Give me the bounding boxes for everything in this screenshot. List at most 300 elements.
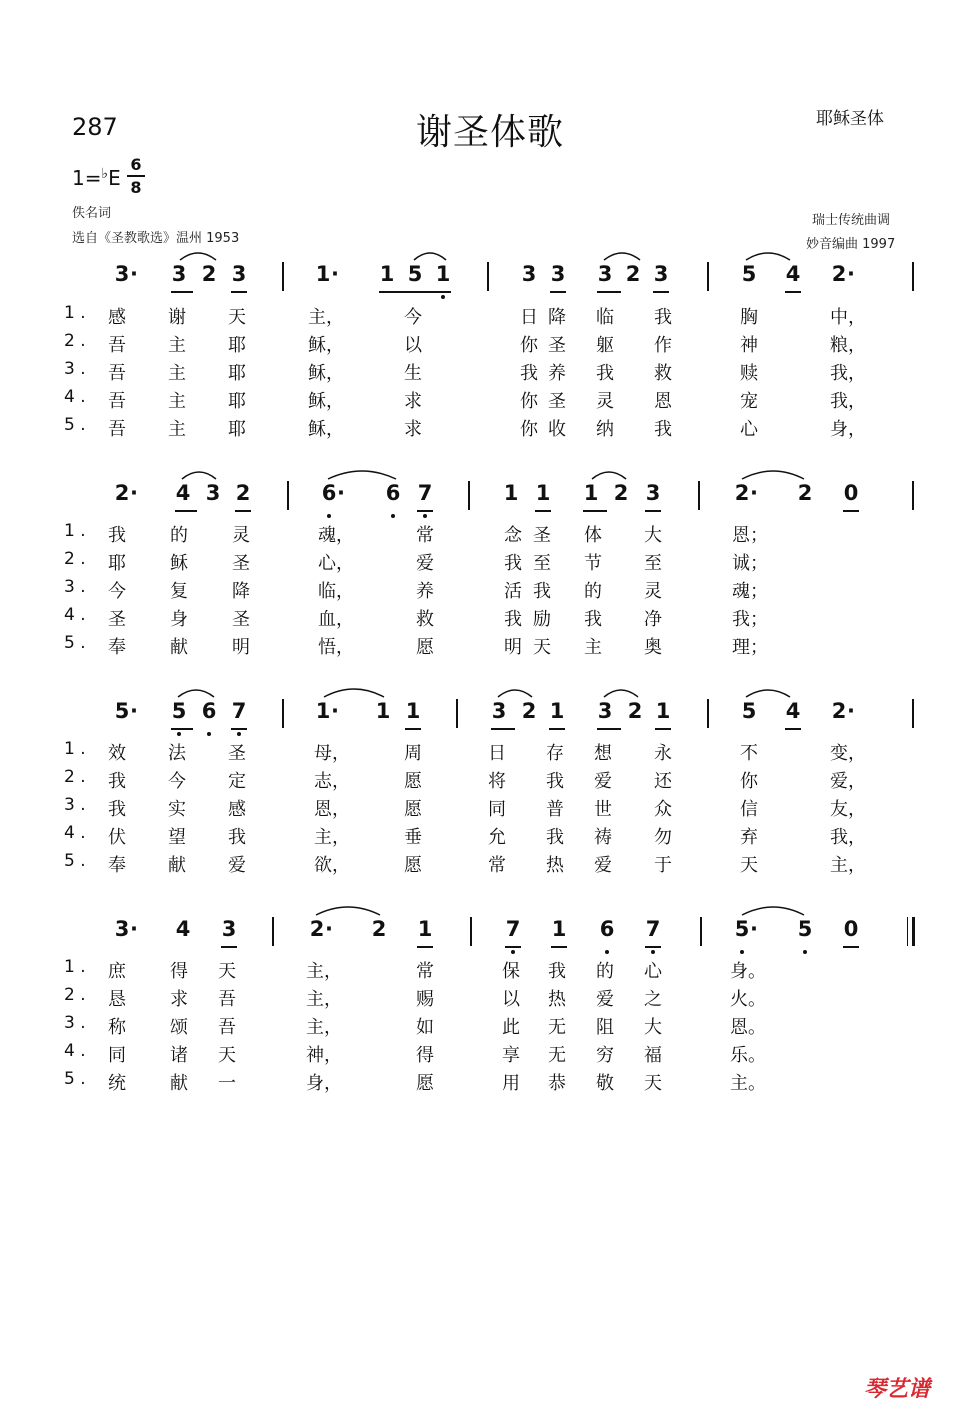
- slur: [744, 685, 792, 699]
- slur: [740, 467, 806, 481]
- lyric-syllable: 穷: [596, 1045, 614, 1066]
- note: 1: [376, 262, 398, 286]
- note: 5: [741, 699, 757, 723]
- verse-number: 2 .: [64, 767, 86, 787]
- note: 4: [782, 699, 804, 723]
- lyric-syllable: 普: [546, 799, 564, 820]
- lyric-syllable: 天: [740, 855, 758, 876]
- lyric-syllable: 勿: [654, 827, 672, 848]
- lyric-syllable: 圣: [228, 743, 246, 764]
- lyric-syllable: 魂，: [318, 525, 354, 546]
- lyric-syllable: 存: [546, 743, 564, 764]
- slur: [176, 685, 216, 699]
- lyric-syllable: 吾: [108, 391, 126, 412]
- music-system-2: [0, 481, 980, 691]
- lyric-syllable: 庶: [108, 961, 126, 982]
- note: 5: [114, 699, 130, 723]
- note: 5: [741, 262, 757, 286]
- beam: [171, 291, 193, 293]
- note: 6: [318, 481, 340, 505]
- lyric-syllable: 降: [232, 581, 250, 602]
- lyric-syllable: 用: [502, 1073, 520, 1094]
- lyric-syllable: 临: [596, 307, 614, 328]
- lyric-syllable: 主: [168, 419, 186, 440]
- verse-number: 3 .: [64, 795, 86, 815]
- lyric-syllable: 主，: [306, 989, 342, 1010]
- lyric-syllable: 主，: [306, 1017, 342, 1038]
- verse-number: 1 .: [64, 739, 86, 759]
- note: 4: [782, 262, 804, 286]
- beam: [491, 728, 515, 730]
- lyric-syllable: 欲，: [314, 855, 350, 876]
- lyric-syllable: 今: [108, 581, 126, 602]
- note: 6: [382, 481, 404, 505]
- lyric-syllable: 主，: [308, 307, 344, 328]
- lyric-syllable: 稣: [170, 553, 188, 574]
- lyric-syllable: 主，: [306, 961, 342, 982]
- barline: [287, 481, 289, 510]
- lyric-syllable: 恩，: [314, 799, 350, 820]
- lyric-syllable: 吾: [218, 1017, 236, 1038]
- lyric-syllable: 主，: [830, 855, 866, 876]
- lyric-syllable: 奉: [108, 855, 126, 876]
- note: 2: [201, 262, 217, 286]
- lyric-syllable: 乐。: [730, 1045, 766, 1066]
- lyric-syllable: 谢: [168, 307, 186, 328]
- lyric-syllable: 耶: [228, 419, 246, 440]
- verse-number: 4 .: [64, 387, 86, 407]
- augmentation-dot: ·: [331, 699, 339, 723]
- lyric-syllable: 我: [596, 363, 614, 384]
- augmentation-dot: ·: [750, 917, 758, 941]
- lyric-syllable: 我: [546, 771, 564, 792]
- barline: [470, 917, 472, 946]
- verse-number: 3 .: [64, 577, 86, 597]
- lyric-syllable: 恭: [548, 1073, 566, 1094]
- verse-number: 3 .: [64, 1013, 86, 1033]
- lyric-syllable: 以: [404, 335, 422, 356]
- lyric-syllable: 圣: [548, 335, 566, 356]
- lyric-syllable: 效: [108, 743, 126, 764]
- lyric-syllable: 恩；: [732, 525, 768, 546]
- verse-number: 5 .: [64, 633, 86, 653]
- lyric-syllable: 天: [644, 1073, 662, 1094]
- verse-number: 4 .: [64, 605, 86, 625]
- note: 3: [491, 699, 507, 723]
- lyric-syllable: 愿: [404, 799, 422, 820]
- lyric-syllable: 永: [654, 743, 672, 764]
- barline: [707, 262, 709, 291]
- note: 3: [114, 262, 130, 286]
- lyric-syllable: 作: [654, 335, 672, 356]
- lyric-syllable: 天: [228, 307, 246, 328]
- lyric-syllable: 周: [404, 743, 422, 764]
- note: 1: [546, 699, 568, 723]
- barline: [700, 917, 702, 946]
- lyric-syllable: 赎: [740, 363, 758, 384]
- lyric-syllable: 神: [740, 335, 758, 356]
- lyric-syllable: 称: [108, 1017, 126, 1038]
- note: 7: [642, 917, 664, 941]
- verse-number: 1 .: [64, 521, 86, 541]
- slur: [322, 685, 386, 699]
- verse-number: 2 .: [64, 331, 86, 351]
- music-system-4: [0, 917, 980, 1127]
- lyric-syllable: 求: [170, 989, 188, 1010]
- lyric-syllable: 复: [170, 581, 188, 602]
- lyric-syllable: 今: [168, 771, 186, 792]
- note: 2: [831, 699, 847, 723]
- note: 2: [371, 917, 387, 941]
- lyric-syllable: 至: [644, 553, 662, 574]
- lyric-syllable: 天: [533, 637, 551, 658]
- lyric-syllable: 降: [548, 307, 566, 328]
- lyric-syllable: 我；: [732, 609, 768, 630]
- lyric-syllable: 热: [548, 989, 566, 1010]
- lyric-syllable: 中，: [830, 307, 866, 328]
- note: 1: [652, 699, 674, 723]
- lyric-syllable: 圣: [548, 391, 566, 412]
- barline: [456, 699, 458, 728]
- lyric-syllable: 我: [548, 961, 566, 982]
- key-note: E: [108, 166, 121, 190]
- note: 2: [232, 481, 254, 505]
- lyric-syllable: 活: [504, 581, 522, 602]
- lyric-syllable: 灵: [232, 525, 250, 546]
- lyric-syllable: 吾: [108, 363, 126, 384]
- lyric-syllable: 灵: [644, 581, 662, 602]
- lyric-syllable: 还: [654, 771, 672, 792]
- note: 3: [597, 262, 613, 286]
- barline: [707, 699, 709, 728]
- lyric-syllable: 节: [584, 553, 602, 574]
- note: 5: [794, 917, 816, 941]
- lyric-syllable: 体: [584, 525, 602, 546]
- note: 1: [402, 699, 424, 723]
- lyric-syllable: 你: [520, 335, 538, 356]
- note: 2: [114, 481, 130, 505]
- time-divider: [127, 175, 145, 177]
- lyric-syllable: 魂；: [732, 581, 768, 602]
- note: 0: [840, 481, 862, 505]
- lyric-syllable: 想: [594, 743, 612, 764]
- lyric-syllable: 吾: [108, 335, 126, 356]
- lyric-syllable: 的: [170, 525, 188, 546]
- lyric-syllable: 身，: [830, 419, 866, 440]
- lyric-syllable: 恩。: [730, 1017, 766, 1038]
- lyric-syllable: 恳: [108, 989, 126, 1010]
- slur: [180, 467, 218, 481]
- lyric-syllable: 我: [108, 799, 126, 820]
- lyric-syllable: 无: [548, 1045, 566, 1066]
- lyric-syllable: 念: [504, 525, 522, 546]
- lyric-syllable: 灵: [596, 391, 614, 412]
- lyric-syllable: 我，: [830, 391, 866, 412]
- lyric-syllable: 我: [584, 609, 602, 630]
- note: 4: [175, 481, 191, 505]
- lyric-syllable: 奥: [644, 637, 662, 658]
- lyric-syllable: 耶: [228, 391, 246, 412]
- lyric-syllable: 我: [546, 827, 564, 848]
- slur: [744, 248, 792, 262]
- augmentation-dot: ·: [847, 262, 855, 286]
- lyric-syllable: 得: [416, 1045, 434, 1066]
- lyricist-credit: 佚名词: [72, 206, 112, 221]
- lyric-syllable: 你: [520, 391, 538, 412]
- lyric-syllable: 将: [488, 771, 506, 792]
- key-signature: [72, 166, 121, 190]
- lyric-syllable: 统: [108, 1073, 126, 1094]
- lyric-syllable: 祷: [594, 827, 612, 848]
- time-top: 6: [130, 155, 142, 174]
- note: 3: [228, 262, 250, 286]
- flat-sign: ♭: [101, 166, 109, 182]
- lyric-syllable: 稣，: [308, 391, 344, 412]
- lyric-syllable: 圣: [108, 609, 126, 630]
- verse-number: 3 .: [64, 359, 86, 379]
- verse-number: 1 .: [64, 303, 86, 323]
- slur: [326, 467, 398, 481]
- lyric-syllable: 爱，: [830, 771, 866, 792]
- lyric-syllable: 得: [170, 961, 188, 982]
- lyric-syllable: 阻: [596, 1017, 614, 1038]
- lyric-syllable: 愿: [416, 637, 434, 658]
- augmentation-dot: ·: [847, 699, 855, 723]
- lyric-syllable: 求: [404, 391, 422, 412]
- lyric-syllable: 奉: [108, 637, 126, 658]
- final-barline-thin: [907, 917, 908, 946]
- lyric-syllable: 于: [654, 855, 672, 876]
- lyric-syllable: 净: [644, 609, 662, 630]
- note: 3: [171, 262, 187, 286]
- note: 3: [205, 481, 221, 505]
- lyric-syllable: 我: [504, 609, 522, 630]
- lyric-syllable: 热: [546, 855, 564, 876]
- barline: [468, 481, 470, 510]
- lyric-syllable: 友，: [830, 799, 866, 820]
- note: 7: [228, 699, 250, 723]
- augmentation-dot: ·: [750, 481, 758, 505]
- lyric-syllable: 爱: [594, 855, 612, 876]
- lyric-syllable: 感: [228, 799, 246, 820]
- lyric-syllable: 垂: [404, 827, 422, 848]
- lyric-syllable: 世: [594, 799, 612, 820]
- lyric-syllable: 愿: [404, 855, 422, 876]
- time-bottom: 8: [130, 178, 142, 197]
- lyric-syllable: 主: [168, 363, 186, 384]
- barline: [272, 917, 274, 946]
- lyric-syllable: 无: [548, 1017, 566, 1038]
- lyric-syllable: 恩: [654, 391, 672, 412]
- slur: [178, 248, 218, 262]
- lyric-syllable: 我: [654, 419, 672, 440]
- note: 5: [404, 262, 426, 286]
- composer-credit: 瑞士传统曲调: [812, 213, 891, 228]
- verse-number: 4 .: [64, 823, 86, 843]
- lyric-syllable: 一: [218, 1073, 236, 1094]
- lyric-syllable: 血，: [318, 609, 354, 630]
- lyric-syllable: 吾: [218, 989, 236, 1010]
- lyric-syllable: 的: [584, 581, 602, 602]
- lyric-syllable: 不: [740, 743, 758, 764]
- lyric-syllable: 心: [740, 419, 758, 440]
- lyric-syllable: 我: [108, 525, 126, 546]
- augmentation-dot: ·: [130, 917, 138, 941]
- lyric-syllable: 今: [404, 307, 422, 328]
- lyric-syllable: 主，: [314, 827, 350, 848]
- lyric-syllable: 福: [644, 1045, 662, 1066]
- lyric-syllable: 同: [108, 1045, 126, 1066]
- lyric-syllable: 耶: [228, 335, 246, 356]
- beam: [171, 728, 193, 730]
- note: 5: [168, 699, 190, 723]
- watermark-logo: 琴艺谱: [864, 1377, 931, 1402]
- note: 1: [414, 917, 436, 941]
- lyric-syllable: 主: [168, 391, 186, 412]
- beam: [583, 510, 607, 512]
- note: 3: [547, 262, 569, 286]
- note: 6: [596, 917, 618, 941]
- lyric-syllable: 至: [533, 553, 551, 574]
- lyric-syllable: 天: [218, 961, 236, 982]
- lyric-syllable: 救: [416, 609, 434, 630]
- lyric-syllable: 我: [504, 553, 522, 574]
- note: 1: [583, 481, 599, 505]
- lyric-syllable: 常: [416, 525, 434, 546]
- augmentation-dot: ·: [130, 481, 138, 505]
- note: 3: [218, 917, 240, 941]
- note: 2: [613, 481, 629, 505]
- barline: [912, 699, 914, 728]
- lyric-syllable: 变，: [830, 743, 866, 764]
- lyric-syllable: 爱: [228, 855, 246, 876]
- slur: [314, 903, 382, 917]
- lyric-syllable: 保: [502, 961, 520, 982]
- lyric-syllable: 日: [488, 743, 506, 764]
- lyric-syllable: 主: [584, 637, 602, 658]
- note: 7: [502, 917, 524, 941]
- lyric-syllable: 我: [520, 363, 538, 384]
- verse-number: 1 .: [64, 957, 86, 977]
- barline: [487, 262, 489, 291]
- lyric-syllable: 稣，: [308, 419, 344, 440]
- lyric-syllable: 的: [596, 961, 614, 982]
- note: 2: [797, 481, 813, 505]
- page-title: 谢圣体歌: [415, 112, 564, 153]
- source-credit: 选自《圣教歌选》温州 1953: [72, 231, 240, 246]
- beam: [175, 510, 197, 512]
- lyric-syllable: 我: [533, 581, 551, 602]
- lyric-syllable: 大: [644, 1017, 662, 1038]
- key-prefix: 1=: [72, 166, 102, 190]
- lyric-syllable: 愿: [404, 771, 422, 792]
- lyric-syllable: 献: [170, 1073, 188, 1094]
- note: 1: [315, 262, 331, 286]
- lyric-syllable: 我，: [830, 827, 866, 848]
- time-signature: [127, 155, 145, 197]
- note: 2: [625, 262, 641, 286]
- note: 3: [521, 262, 537, 286]
- slur: [496, 685, 534, 699]
- lyric-syllable: 明: [232, 637, 250, 658]
- augmentation-dot: ·: [130, 262, 138, 286]
- lyric-syllable: 生: [404, 363, 422, 384]
- beam: [597, 291, 621, 293]
- lyric-syllable: 明: [504, 637, 522, 658]
- note: 5: [731, 917, 753, 941]
- barline: [282, 699, 284, 728]
- lyric-syllable: 求: [404, 419, 422, 440]
- lyric-syllable: 爱: [596, 989, 614, 1010]
- lyric-syllable: 火。: [730, 989, 766, 1010]
- beam: [597, 728, 621, 730]
- lyric-syllable: 稣，: [308, 363, 344, 384]
- lyric-syllable: 实: [168, 799, 186, 820]
- lyric-syllable: 诸: [170, 1045, 188, 1066]
- augmentation-dot: ·: [130, 699, 138, 723]
- slur: [602, 685, 640, 699]
- lyric-syllable: 心，: [318, 553, 354, 574]
- lyric-syllable: 主。: [730, 1073, 766, 1094]
- lyric-syllable: 弃: [740, 827, 758, 848]
- note: 0: [840, 917, 862, 941]
- lyric-syllable: 你: [520, 419, 538, 440]
- lyric-syllable: 献: [168, 855, 186, 876]
- lyric-syllable: 心: [644, 961, 662, 982]
- note: 3: [114, 917, 130, 941]
- lyric-syllable: 望: [168, 827, 186, 848]
- lyric-syllable: 我: [108, 771, 126, 792]
- lyric-syllable: 爱: [416, 553, 434, 574]
- slur: [602, 248, 642, 262]
- lyric-syllable: 我: [654, 307, 672, 328]
- final-barline-thick: [912, 917, 915, 946]
- lyric-syllable: 圣: [533, 525, 551, 546]
- lyric-syllable: 胸: [740, 307, 758, 328]
- barline: [282, 262, 284, 291]
- note: 1: [503, 481, 519, 505]
- verse-number: 5 .: [64, 851, 86, 871]
- lyric-syllable: 享: [502, 1045, 520, 1066]
- lyric-syllable: 此: [502, 1017, 520, 1038]
- augmentation-dot: ·: [325, 917, 333, 941]
- lyric-syllable: 圣: [232, 553, 250, 574]
- lyric-syllable: 我，: [830, 363, 866, 384]
- lyric-syllable: 我: [228, 827, 246, 848]
- slur: [740, 903, 806, 917]
- note: 3: [650, 262, 672, 286]
- lyric-syllable: 收: [548, 419, 566, 440]
- lyric-syllable: 躯: [596, 335, 614, 356]
- lyric-syllable: 吾: [108, 419, 126, 440]
- lyric-syllable: 耶: [228, 363, 246, 384]
- barline: [912, 262, 914, 291]
- lyric-syllable: 粮，: [830, 335, 866, 356]
- lyric-syllable: 天: [218, 1045, 236, 1066]
- lyric-syllable: 之: [644, 989, 662, 1010]
- verse-number: 5 .: [64, 1069, 86, 1089]
- note: 4: [175, 917, 191, 941]
- lyric-syllable: 理；: [732, 637, 768, 658]
- note: 1: [532, 481, 554, 505]
- lyric-syllable: 献: [170, 637, 188, 658]
- note: 6: [198, 699, 220, 723]
- slur: [590, 467, 628, 481]
- lyric-syllable: 允: [488, 827, 506, 848]
- lyric-syllable: 圣: [232, 609, 250, 630]
- lyric-syllable: 纳: [596, 419, 614, 440]
- note: 7: [414, 481, 436, 505]
